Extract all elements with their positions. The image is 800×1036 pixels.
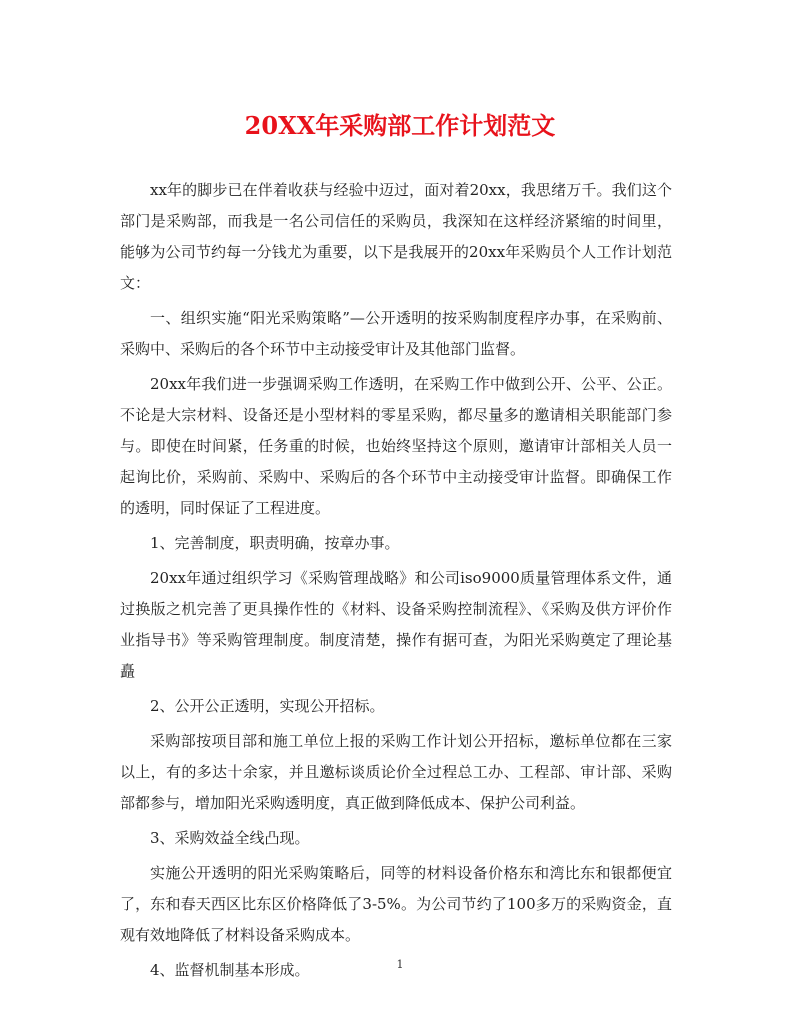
document-body — [120, 175, 672, 990]
document-title: 20XX年采购部工作计划范文 — [244, 111, 556, 140]
paragraph-item-4-heading: 4、监督机制基本形成。 — [150, 961, 310, 979]
paragraph-item-3-detail: 实施公开透明的阳光采购策略后，同等的材料设备价格东和湾比东和银都便宜了，东和春天西区比东区价格降低了3-5%。为公司节约了100多万的采购资金，直观有效地降低了材料设备采购成本。 — [120, 864, 672, 944]
paragraph-item-1-detail: 20xx年通过组织学习《采购管理战略》和公司iso9000质量管理体系文件，通过换版之机完善了更具操作性的《材料、设备采购控制流程》、《采购及供方评价作业指导书》等采购管理制度。制度清楚，操作有据可查，为阳光采购奠定了理论基矗 — [120, 569, 672, 680]
paragraph-section-1: 一、组织实施“阳光采购策略”—公开透明的按采购制度程序办事，在采购前、采购中、采购后的各个环节中主动接受审计及其他部门监督。 — [120, 309, 672, 358]
paragraph-item-2-detail: 采购部按项目部和施工单位上报的采购工作计划公开招标，邀标单位都在三家以上，有的多达十余家，并且邀标谈质论价全过程总工办、工程部、审计部、采购部都参与，增加阳光采购透明度，真正做到降低成本、保护公司利益。 — [120, 732, 672, 812]
paragraph-section-1-detail: 20xx年我们进一步强调采购工作透明，在采购工作中做到公开、公平、公正。不论是大宗材料、设备还是小型材料的零星采购，都尽量多的邀请相关职能部门参与。即使在时间紧，任务重的时候，也始终坚持这个原则，邀请审计部相关人员一起询比价，采购前、采购中、采购后的各个环节中主动接受审计监督。即确保工作的透明，同时保证了工程进度。 — [120, 375, 672, 517]
paragraph-item-1-heading: 1、完善制度，职责明确，按章办事。 — [150, 534, 400, 552]
paragraph-item-3-heading: 3、采购效益全线凸现。 — [150, 829, 310, 847]
page-number: 1 — [396, 958, 404, 971]
paragraph-item-2-heading: 2、公开公正透明，实现公开招标。 — [150, 697, 385, 715]
paragraph-intro: xx年的脚步已在伴着收获与经验中迈过，面对着20xx，我思绪万千。我们这个部门是采购部，而我是一名公司信任的采购员，我深知在这样经济紧缩的时间里，能够为公司节约每一分钱尤为重要，以下是我展开的20xx年采购员个人工作计划范文： — [120, 181, 672, 292]
